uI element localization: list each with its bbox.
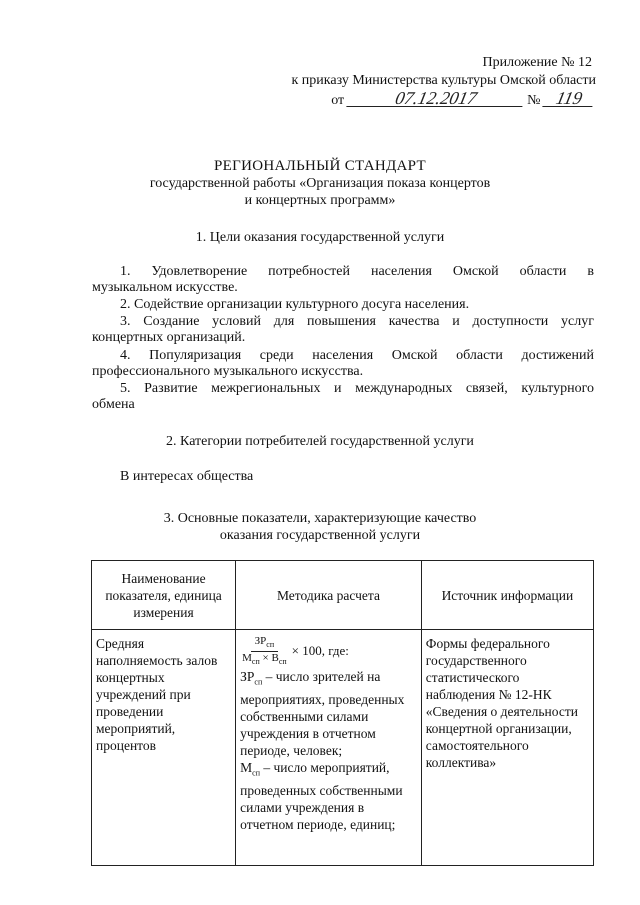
goal-item-4-line2: профессионального музыкального искусства. bbox=[92, 364, 364, 379]
section3-heading-line1: 3. Основные показатели, характеризующие качество bbox=[163, 511, 477, 526]
appendix-label: Приложение № 12 bbox=[482, 55, 592, 70]
goal-item-4-line1: 4. Популяризация среди населения Омской области достижений bbox=[120, 348, 594, 363]
goal-item-3-line1: 3. Создание условий для повышения качества и доступности услуг bbox=[120, 314, 594, 329]
document-subtitle-line1: государственной работы «Организация показа концертов bbox=[149, 176, 491, 191]
document-subtitle-line2: и концертных программ» bbox=[244, 193, 396, 208]
goal-item-1-line2: музыкальном искусстве. bbox=[92, 280, 238, 295]
definition-events: $М_{сп}$ – число мероприятий, проведенных собственными силами учреждения в отчетном периоде, единиц; bbox=[240, 760, 403, 832]
date-prefix: от bbox=[331, 93, 345, 108]
section2-heading: 2. Категории потребителей государственной услуги bbox=[166, 434, 474, 449]
handwritten-date: 07.12.2017 bbox=[346, 91, 525, 107]
source-cell: Формы федерального государственного статистического наблюдения № 12-НК «Сведения о деятельности концертной организации, самостоятельного коллектива» bbox=[421, 630, 593, 866]
consumer-category: В интересах общества bbox=[120, 469, 254, 484]
definition-spectators: $ЗР_{сп}$ – число зрителей на мероприятиях, проведенных собственными силами учреждения в отчетном периоде, человек; bbox=[240, 669, 405, 759]
header-source: Источник информации bbox=[421, 561, 593, 630]
goal-item-2: 2. Содействие организации культурного досуга населения. bbox=[120, 297, 470, 312]
table-header-row bbox=[92, 561, 594, 630]
order-reference: к приказу Министерства культуры Омской области bbox=[291, 73, 596, 88]
number-prefix: № bbox=[527, 93, 541, 108]
goal-item-5-line1: 5. Развитие межрегиональных и международных связей, культурного bbox=[120, 381, 594, 396]
table-row bbox=[92, 630, 594, 866]
section3-heading-line2: оказания государственной услуги bbox=[219, 528, 421, 543]
handwritten-number: 119 bbox=[542, 91, 595, 107]
goal-item-5-line2: обмена bbox=[92, 397, 135, 412]
formula-fraction: $\frac{ЗР_{сп}}{М_{сп} \times В_{сп}}$ bbox=[242, 635, 287, 667]
formula-tail: × 100, где: bbox=[291, 642, 349, 658]
method-cell bbox=[236, 630, 422, 866]
goal-item-1-line1: 1. Удовлетворение потребностей населения Омской области в bbox=[120, 264, 594, 279]
header-method: Методика расчета bbox=[236, 561, 422, 630]
formula bbox=[240, 635, 417, 668]
goal-item-3-line2: концертных организаций. bbox=[92, 330, 246, 345]
header-indicator: Наименование показателя, единица измерения bbox=[92, 561, 236, 630]
section1-heading: 1. Цели оказания государственной услуги bbox=[195, 230, 445, 245]
order-date-line bbox=[331, 88, 594, 109]
indicator-cell: Средняя наполняемость залов концертных учреждений при проведении мероприятий, процентов bbox=[92, 630, 236, 866]
document-title: РЕГИОНАЛЬНЫЙ СТАНДАРТ bbox=[214, 158, 426, 174]
indicators-table bbox=[91, 560, 594, 866]
